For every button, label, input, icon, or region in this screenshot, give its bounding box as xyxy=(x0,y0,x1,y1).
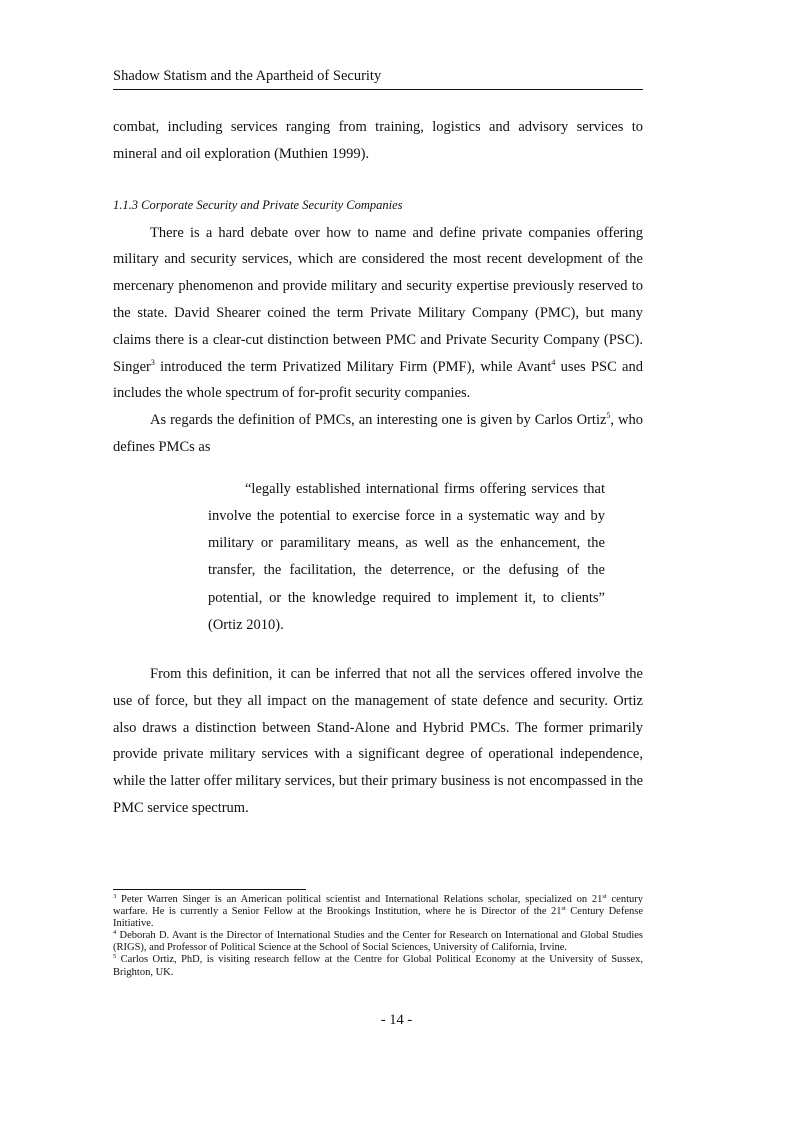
footnote-text: century warfare. He is currently a Senior Fellow at the Brookings Institution, where he is Director of the 21 xyxy=(113,894,643,918)
paragraph-text: , who defines PMCs as xyxy=(113,412,643,455)
footnote-text: Carlos Ortiz, PhD, is visiting research fellow at the Centre for Global Political Economy at the University of Sussex, Brighton, UK. xyxy=(113,954,643,978)
footnote-4 xyxy=(113,930,643,954)
running-header: Shadow Statism and the Apartheid of Security xyxy=(113,68,382,84)
paragraph-naming-debate xyxy=(113,220,643,408)
block-quote: “legally established international firms offering services that involve the potential to exercise force in a systematic way and by military or paramilitary means, as well as the enhancement, the transfer, the facilitation, the deterrence, or the defusing of the potential, or the knowledge required to implement it, to clients” (Ortiz 2010). xyxy=(208,480,605,633)
paragraph-text: There is a hard debate over how to name and define private companies offering military and security services, which are considered the most recent development of the mercenary phenomenon and provide military and security expertise previously reserved to the state. David Shearer coined the term Private Military Company (PMC), but many claims there is a clear-cut distinction between PMC and Private Security Company (PSC). Singer xyxy=(113,224,643,375)
footnote-separator xyxy=(113,889,306,890)
footnote-ref-3[interactable]: 3 xyxy=(150,357,155,367)
footnote-number: 5 xyxy=(113,953,117,961)
footnotes xyxy=(113,894,643,979)
footnote-text: Century Defense Initiative. xyxy=(113,906,643,930)
paragraph-inference: From this definition, it can be inferred that not all the services offered involve the use of force, but they all impact on the management of state defence and security. Ortiz also draws a distinction between Stand-Alone and Hybrid PMCs. The former primarily provide private military services with a significant degree of operational independence, while the latter offer military services, but their primary business is not encompassed in the PMC service spectrum. xyxy=(113,665,643,816)
footnote-number: 3 xyxy=(113,893,117,900)
page-number: - 14 - xyxy=(380,1012,413,1028)
header-rule xyxy=(113,89,643,90)
footnote-text: Peter Warren Singer is an American political scientist and International Relations scholar, specialized on 21 xyxy=(116,894,603,905)
footnote-text: Deborah D. Avant is the Director of International Studies and the Center for Research on International and Global Studies (RIGS), and Professor of Political Science at the School of Social Sciences, University of California, Irvine. xyxy=(113,930,643,954)
section-heading: 1.1.3 Corporate Security and Private Security Companies xyxy=(113,197,403,212)
footnote-5 xyxy=(113,954,643,978)
footnote-ref-4[interactable]: 4 xyxy=(551,357,556,367)
paragraph-definition-intro xyxy=(113,407,643,461)
ordinal-suffix: st xyxy=(602,893,607,900)
body-text xyxy=(113,114,643,822)
paragraph-text: As regards the definition of PMCs, an interesting one is given by Carlos Ortiz xyxy=(150,412,607,429)
footnote-3 xyxy=(113,894,643,930)
footnote-ref-5[interactable]: 5 xyxy=(606,411,611,421)
paragraph-text: introduced the term Privatized Military Firm (PMF), while Avant xyxy=(154,358,552,375)
footnote-number: 4 xyxy=(113,929,117,937)
ordinal-suffix: st xyxy=(561,905,566,913)
paragraph-text: uses PSC and includes the whole spectrum of for-profit security companies. xyxy=(113,358,643,402)
continuation-paragraph: combat, including services ranging from training, logistics and advisory services to mineral and oil exploration (Muthien 1999). xyxy=(113,119,643,162)
